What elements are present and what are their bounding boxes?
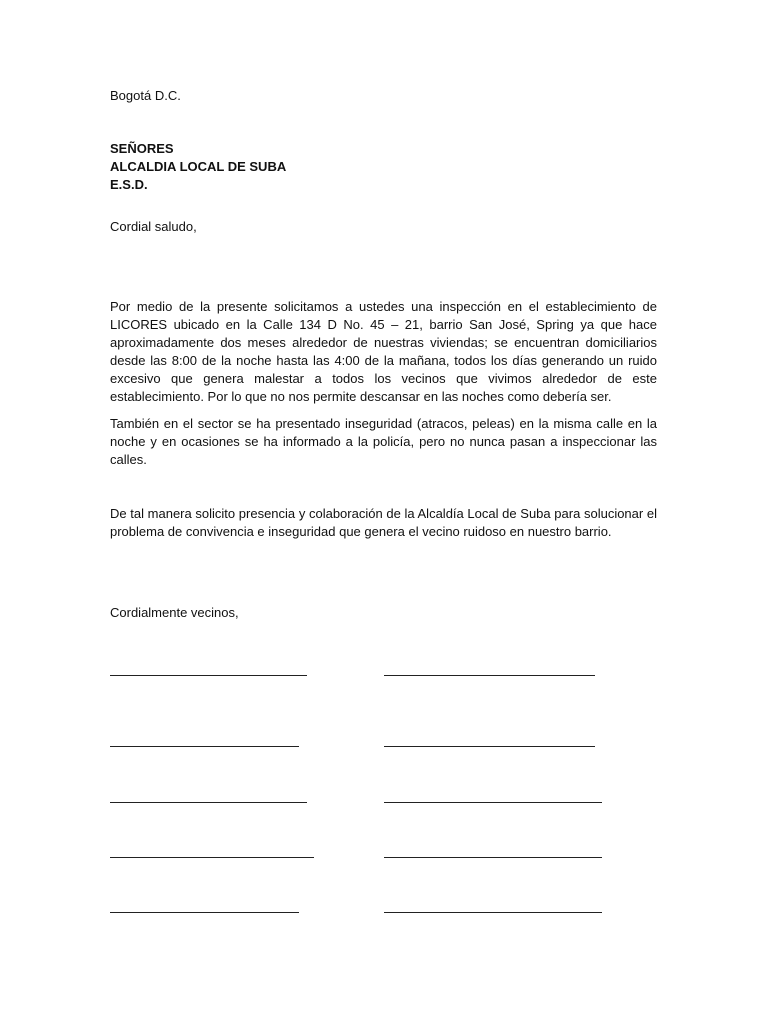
letter-closing: Cordialmente vecinos, bbox=[110, 605, 239, 620]
signature-line bbox=[384, 746, 595, 748]
signature-line bbox=[384, 912, 602, 914]
body-paragraph-2: También en el sector se ha presentado inseguridad (atracos, peleas) en la misma calle en la noche y en ocasiones se ha informado a la policía, pero no nunca pasan a inspeccionar las calles. bbox=[110, 416, 657, 467]
signature-line bbox=[384, 857, 602, 859]
body-paragraph-1: Por medio de la presente solicitamos a ustedes una inspección en el establecimiento de LICORES ubicado en la Calle 134 D No. 45 – 21, barrio San José, Spring ya que hace aproximadamente dos meses alrededor de nuestras viviendas; se encuentran domiciliarios desde las 8:00 de la noche hasta las 4:00 de la mañana, todos los días generando un ruido excesivo que genera malestar a todos los vecinos que vivimos alrededor de este establecimiento. Por lo que no nos permite descansar en las noches como debería ser. bbox=[110, 299, 657, 404]
signature-line bbox=[110, 746, 299, 748]
letter-place: Bogotá D.C. bbox=[110, 88, 181, 103]
recipient-line-3: E.S.D. bbox=[110, 177, 148, 192]
letter-greeting: Cordial saludo, bbox=[110, 219, 197, 234]
signature-line bbox=[110, 802, 307, 804]
signature-line bbox=[384, 802, 602, 804]
signature-line bbox=[110, 857, 314, 859]
recipient-line-2: ALCALDIA LOCAL DE SUBA bbox=[110, 159, 287, 174]
recipient-line-1: SEÑORES bbox=[110, 141, 174, 156]
signature-line bbox=[110, 912, 299, 914]
body-paragraph-3: De tal manera solicito presencia y colaboración de la Alcaldía Local de Suba para solucionar el problema de convivencia e inseguridad que genera el vecino ruidoso en nuestro barrio. bbox=[110, 506, 657, 539]
signature-line bbox=[384, 675, 595, 677]
signature-line bbox=[110, 675, 307, 677]
